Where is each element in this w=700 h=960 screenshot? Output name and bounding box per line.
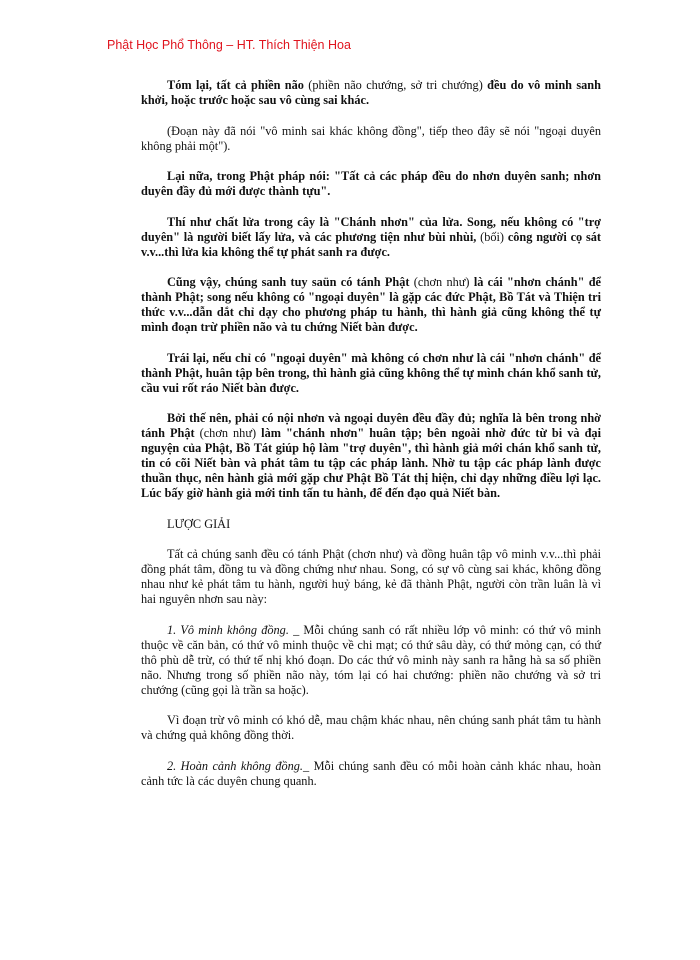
p1-part-3: đều do vô minh sanh khởi, hoặc trước hoặc sau vô cùng sai khác. [141, 78, 601, 107]
paragraph-10: Vì đoạn trừ vô minh có khó dễ, mau chậm khác nhau, nên chúng sanh phát tâm tu hành và chứng quả không đồng thời. [141, 713, 601, 742]
paragraph-2: (Đoạn này đã nói "vô minh sai khác không đồng", tiếp theo đây sẽ nói "ngoại duyên không phải một"). [141, 123, 601, 153]
p5-part-2: (chơn như) [413, 275, 474, 289]
paragraph-5 [141, 275, 601, 335]
p5-part-1: Cũng vậy, chúng sanh tuy saün có tánh Phật [167, 275, 414, 289]
p1-part-1: Tóm lại, tất cả phiền não [167, 78, 309, 92]
document-body [141, 78, 601, 804]
paragraph-6: Trái lại, nếu chỉ có "ngoại duyên" mà không có chơn như là cái "nhơn chánh" để thành Phật, huân tập bên trong, thì hành giả cũng không thể tự mình chán khổ sanh tử, cầu vui rốt ráo Niết bàn được. [141, 350, 601, 395]
paragraph-1 [141, 78, 601, 108]
paragraph-9 [141, 623, 601, 698]
section-heading: LƯỢC GIẢI [167, 516, 231, 531]
paragraph-8: Tất cả chúng sanh đều có tánh Phật (chơn như) và đồng huân tập vô minh v.v...thì phải đồng phát tâm, đồng tu và đồng chứng như nhau. Song, có sự vô cùng sai khác, không đồng nhau như kẻ phát tâm tu hành, người huỷ báng, kẻ đã thành Phật, người còn trần luân là vì hai nguyên nhơn sau này: [141, 547, 601, 606]
paragraph-11 [141, 759, 601, 789]
p4-part-3: công người cọ sát v.v...thì lửa kia không thể tự phát sanh ra được. [141, 229, 602, 259]
paragraph-3: Lại nữa, trong Phật pháp nói: "Tất cả các pháp đều do nhơn duyên sanh; nhơn duyên đầy đủ mới được thành tựu". [141, 169, 601, 198]
paragraph-7 [141, 411, 601, 501]
p7-part-1: Bởi thế nên, phải có nội nhơn và ngoại duyên đều đầy đủ; nghĩa là bên trong nhờ tánh Phật [141, 411, 601, 440]
p7-part-3: làm "chánh nhơn" huân tập; bên ngoài nhờ đức từ bi và đại nguyện của Phật, Bồ Tát giúp hộ làm "trợ duyên", thì hành giả mới chán khổ sanh tử, tin có cõi Niết bàn và phát tâm tu tập các pháp lành. Nhờ tu tập các pháp lành được thuần thục, nên hành giả mới gặp chư Phật Bồ Tát thị hiện, chỉ dạy những điều lợi lạc. Lúc bấy giờ hành giả mới tinh tấn tu hành, để đến đạo quả Niết bàn. [141, 426, 601, 500]
p4-part-2: (bối) [480, 229, 508, 244]
paragraph-4 [141, 215, 601, 260]
p11-text: Mỗi chúng sanh đều có mỗi hoàn cảnh khác nhau, hoàn cảnh tức là các duyên chung quanh. [141, 758, 601, 788]
p11-label: 2. Hoàn cảnh không đồng._ [167, 758, 310, 773]
p5-part-3: là cái "nhơn chánh" để thành Phật; song nếu không có "ngoại duyên" là gặp các đức Phật, Bồ Tát và Thiện tri thức v.v...dẫn dắt chỉ dạy cho phương pháp tu hành, thì hành giả cũng không thể tự mình đoạn trừ phiền não và tu chứng Niết bàn được. [141, 275, 601, 334]
p4-part-1: Thí như chất lửa trong cây là "Chánh nhơn" của lửa. Song, nếu không có "trợ duyên" là người biết lấy lửa, và các phương tiện như bùi nhùi, [141, 214, 601, 244]
p1-part-2: (phiền não chướng, sở tri chướng) [308, 78, 488, 92]
p9-label: 1. Vô minh không đồng. _ [167, 622, 300, 637]
p7-part-2: (chơn như) [199, 426, 262, 440]
running-header: Phật Học Phổ Thông – HT. Thích Thiện Hoa [107, 38, 351, 52]
p9-text: Mỗi chúng sanh có rất nhiều lớp vô minh: có thứ vô minh thuộc về căn bản, có thứ vô minh thuộc về chi mạt; có thứ sâu dày, có thứ mỏng cạn, có thứ thô phù dễ trừ, có thứ tế nhị khó đoạn. Do các thứ vô minh này sanh ra hằng hà sa số phiền não. Nhưng trong số phiền não này, tóm lại có hai chướng: phiền não chướng và sở tri chướng (cũng gọi là trần sa hoặc). [141, 622, 601, 697]
